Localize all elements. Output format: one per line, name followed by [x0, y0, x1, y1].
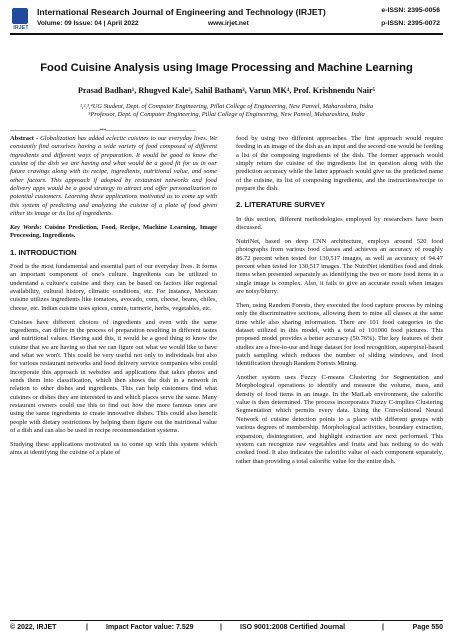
- footer-copyright: © 2022, IRJET: [10, 624, 57, 631]
- lit-paragraph-4: Another system uses Fuzzy C-means Clustering for Segmentation and Morphological operations to identify and measure the volume, mass, and density of food items in an image. In the MatLab environment, the calorific value is then determined. The process incorporates Fuzzy C-implies Clustering Segmentation which permits every data. Using the Convolutional Neural Network of cuisine detection points to a place with different groups with various degrees of membership. Morphological activities, boundary extraction, expansion, disintegration, and highlight extraction are next performed. This system can recognize raw vegetables and fruits and has nothing to do with cooked food. It also indicates the calorific value of each component separately, rather than providing a total calorific value for the entire dish.: [236, 374, 443, 465]
- journal-website[interactable]: www.irjet.net: [208, 20, 249, 27]
- keywords-label: Key Words: [10, 223, 40, 231]
- right-column: [236, 135, 443, 471]
- footer-sep-3: |: [382, 624, 384, 631]
- journal-title: International Research Journal of Engineering and Technology (IRJET): [37, 7, 326, 17]
- paper-authors: Prasad Badhan¹, Rhugved Kale², Sahil Batham³, Varun MK⁴, Prof. Krishnendu Nair⁵: [77, 86, 376, 95]
- section-separator: ---------------------------------------------------------------------***---------------------------------------------------------------------: [10, 128, 196, 134]
- volume-issue: Volume: 09 Issue: 04 | April 2022: [37, 20, 139, 27]
- intro-continuation: food by using two different approaches. The first approach would require feeding in an image of the dish as an input and the second one would be feeding a list of the composing ingredients of the dish. The former approach would simply return the cuisine of the ingredients list in question along with the prediction accuracy while the latter approach would give us the predicted name of the cuisine, its list of composing ingredients, and the instructions/recipe to prepare the dish.: [236, 135, 443, 193]
- paper-affiliations: [10, 103, 443, 120]
- footer-iso: ISO 9001:2008 Certified Journal: [240, 624, 346, 631]
- abstract-text: Globalization has added eclectic cuisines to our everyday lives. We constantly find ourselves having a wide variety of food composed of different ingredients and different ways of preparation. It would be good to know the cuisine of the dish we are having and what would be a good fit for us in our future cravings along with its recipe, ingredients, nutritional value, and some other factors. This approach if adopted by restaurant networks and food delivery apps would be a good strategy to attract and offer personalization to potential customers. Learning these applications motivated us to come up with this system of predicting and analyzing the cuisine of a plate of food given either its image or its list of ingredients.: [10, 135, 217, 218]
- footer-impact-factor: Impact Factor value: 7.529: [106, 624, 194, 631]
- pissn: p-ISSN: 2395-0072: [381, 20, 440, 27]
- introduction-heading: 1. INTRODUCTION: [10, 247, 77, 257]
- footer-sep-1: |: [86, 624, 88, 631]
- logo-text: IRJET: [13, 25, 29, 31]
- keywords: [10, 224, 217, 241]
- affiliation-students: ¹,²,³,⁴UG Student, Dept. of Computer Engineering, Pillai College of Engineering, New Panvel, Maharashtra, India: [79, 103, 374, 110]
- paper-title: Food Cuisine Analysis using Image Processing and Machine Learning: [40, 62, 413, 74]
- lit-paragraph-1: In this section, different methodologies employed by researchers have been discussed.: [236, 215, 443, 232]
- left-column: [10, 135, 217, 463]
- footer-sep-2: |: [220, 624, 222, 631]
- keywords-text: : Cuisine Prediction, Food, Recipe, Machine Learning, Image Processing, Ingredients.: [10, 223, 217, 240]
- affiliation-professor: ⁵Professor, Dept. of Computer Engineering, Pillai College of Engineering, New Panvel, Maharashtra, India: [88, 111, 365, 119]
- journal-header: [10, 6, 443, 44]
- eissn: e-ISSN: 2395-0056: [381, 7, 440, 14]
- literature-survey-heading: 2. LITERATURE SURVEY: [236, 200, 326, 210]
- lit-paragraph-2: NutriNet, based on deep CNN architecture, employs around 520 food photographs from various food classes and achieves an accuracy of roughly 86.72 percent when tested for 130,517 images, as well as accuracy of 94.47 percent when tested for 130,517 images. The NutriNet identifies food and drink items when presented separately as identifying the two or more food items in a single image is complex. Also, it fails to give an accurate result when images are noisy/blurry.: [236, 237, 443, 295]
- intro-paragraph-1: Food is the most fundamental and essential part of our everyday lives. It forms an important component of one's culture. Ingredients can be utilized to understand a culture's cuisine and they can be based on factors like regional availability, cultural history, climatic conditions, etc. For instance, Mexican cuisine utilizes ingredients like tomatoes, avocado, corn, cheese, beans, chiles, cheese, etc. Indian cuisine uses spices, cumin, turmeric, herbs, vegetables, etc.: [10, 262, 217, 312]
- irjet-logo: [10, 8, 30, 34]
- footer-page-number: Page 550: [412, 624, 443, 631]
- abstract: [10, 135, 217, 218]
- abstract-label: Abstract -: [10, 135, 39, 142]
- header-divider: [10, 33, 443, 35]
- intro-paragraph-2: Cuisines have different choices of ingredients and even with the same ingredients, can differ in the process of preparation resulting in different tastes and nutritional values. Having said this, it would be a good thing to know the cuisine that we are having so that we can figure out what we would like to have and what we won't. This could be very useful not only to individuals but also for various restaurant networks and food delivery service companies who could incorporate this approach in websites and applications that takes photos and sends them into classification, which then shows the dish in a network in relation to other dishes and ingredients. This can help customers find what cuisines or dishes they are interested in and which places serve the same. Many restaurant owners could use this to find out how the more famous ones are using the same ingredients to create innovative dishes. This could also benefit people with dietary restrictions by helping them figure out the nutritional value of a dish and can also be used in recipe recommendation systems.: [10, 318, 217, 434]
- lit-paragraph-3: Then, using Random Forests, they executed the food capture process by mining only the discriminative sections, allowing them to mine all classes at the same time while also sharing information. There are 101 food categories in the dataset utilized in this model, with a total of 101000 food pictures. This proposed model provides a better accuracy (50.76%). The key features of their studies are a free-to-use and huge dataset for food recognition, superpixel-based patch sampling which reduces the number of sliding windows, and food identification through Random Forests Mining.: [236, 301, 443, 368]
- page-footer: [10, 620, 443, 635]
- intro-paragraph-3: Studying these applications motivated us to come up with this system which aims at identifying the cuisine of a plate of: [10, 440, 217, 457]
